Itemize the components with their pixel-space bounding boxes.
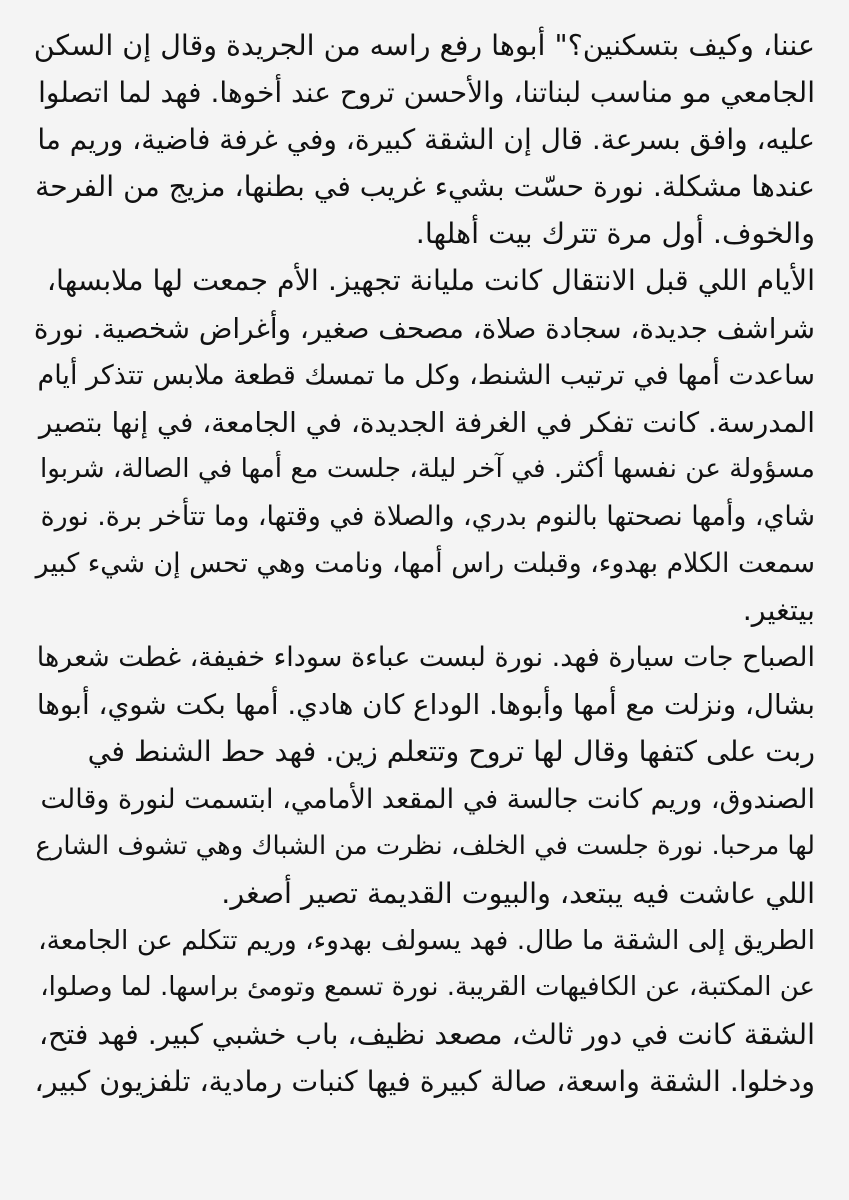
text-line: عندها مشكلة. نورة حسّت بشيء غريب في بطنها، مزيج من الفرحة [35, 170, 815, 204]
text-line: بشال، ونزلت مع أمها وأبوها. الوداع كان هادي. أمها بكت شوي، أبوها [36, 688, 815, 722]
text-line: ودخلوا. الشقة واسعة، صالة كبيرة فيها كنبات رمادية، تلفزيون كبير، [34, 1065, 815, 1099]
text-line: مسؤولة عن نفسها أكثر. في آخر ليلة، جلست مع أمها في الصالة، شربوا [39, 453, 815, 484]
paragraph-4 [34, 917, 815, 1105]
text-line: الطريق إلى الشقة ما طال. فهد يسولف بهدوء، وريم تتكلم عن الجامعة، [38, 924, 815, 956]
text-line: بيتغير. [742, 594, 815, 628]
text-line: الصندوق، وريم كانت جالسة في المقعد الأمامي، ابتسمت لنورة وقالت [40, 783, 815, 815]
text-line: ساعدت أمها في ترتيب الشنط، وكل ما تمسك قطعة ملابس تتذكر أيام [37, 359, 815, 391]
text-line: لها مرحبا. نورة جلست في الخلف، نظرت من الشباك وهي تشوف الشارع [35, 830, 815, 861]
text-line: الجامعي مو مناسب لبناتنا، والأحسن تروح عند أخوها. فهد لما اتصلوا [38, 76, 815, 110]
paragraph-2 [34, 257, 815, 634]
text-line: اللي عاشت فيه يبتعد، والبيوت القديمة تصير أصغر. [221, 876, 815, 910]
text-line: عننا، وكيف بتسكنين؟" أبوها رفع راسه من الجريدة وقال إن السكن [33, 29, 815, 62]
text-line: عن المكتبة، عن الكافيهات القريبة. نورة تسمع وتومئ براسها. لما وصلوا، [40, 971, 815, 1002]
text-line: شاي، وأمها نصحتها بالنوم بدري، والصلاة في وقتها، وما تتأخر برة. نورة [40, 500, 815, 532]
paragraph-3 [34, 634, 815, 917]
text-line: الأيام اللي قبل الانتقال كانت مليانة تجهيز. الأم جمعت لها ملابسها، [46, 264, 815, 298]
paragraph-1 [34, 22, 815, 257]
text-line: سمعت الكلام بهدوء، وقبلت راس أمها، ونامت وهي تحس إن شيء كبير [35, 548, 815, 580]
text-line: والخوف. أول مرة تترك بيت أهلها. [415, 217, 815, 251]
text-line: الشقة كانت في دور ثالث، مصعد نظيف، باب خشبي كبير. فهد فتح، [39, 1017, 815, 1051]
text-line: الصباح جات سيارة فهد. نورة لبست عباءة سوداء خفيفة، غطت شعرها [36, 642, 815, 674]
text-line: عليه، وافق بسرعة. قال إن الشقة كبيرة، وفي غرفة فاضية، وريم ما [37, 123, 815, 157]
text-line: المدرسة. كانت تفكر في الغرفة الجديدة، في الجامعة، في إنها بتصير [38, 405, 815, 439]
text-line: شراشف جديدة، سجادة صلاة، مصحف صغير، وأغراض شخصية. نورة [33, 311, 815, 345]
text-line: ربت على كتفها وقال لها تروح وتتعلم زين. فهد حط الشنط في [87, 735, 815, 769]
